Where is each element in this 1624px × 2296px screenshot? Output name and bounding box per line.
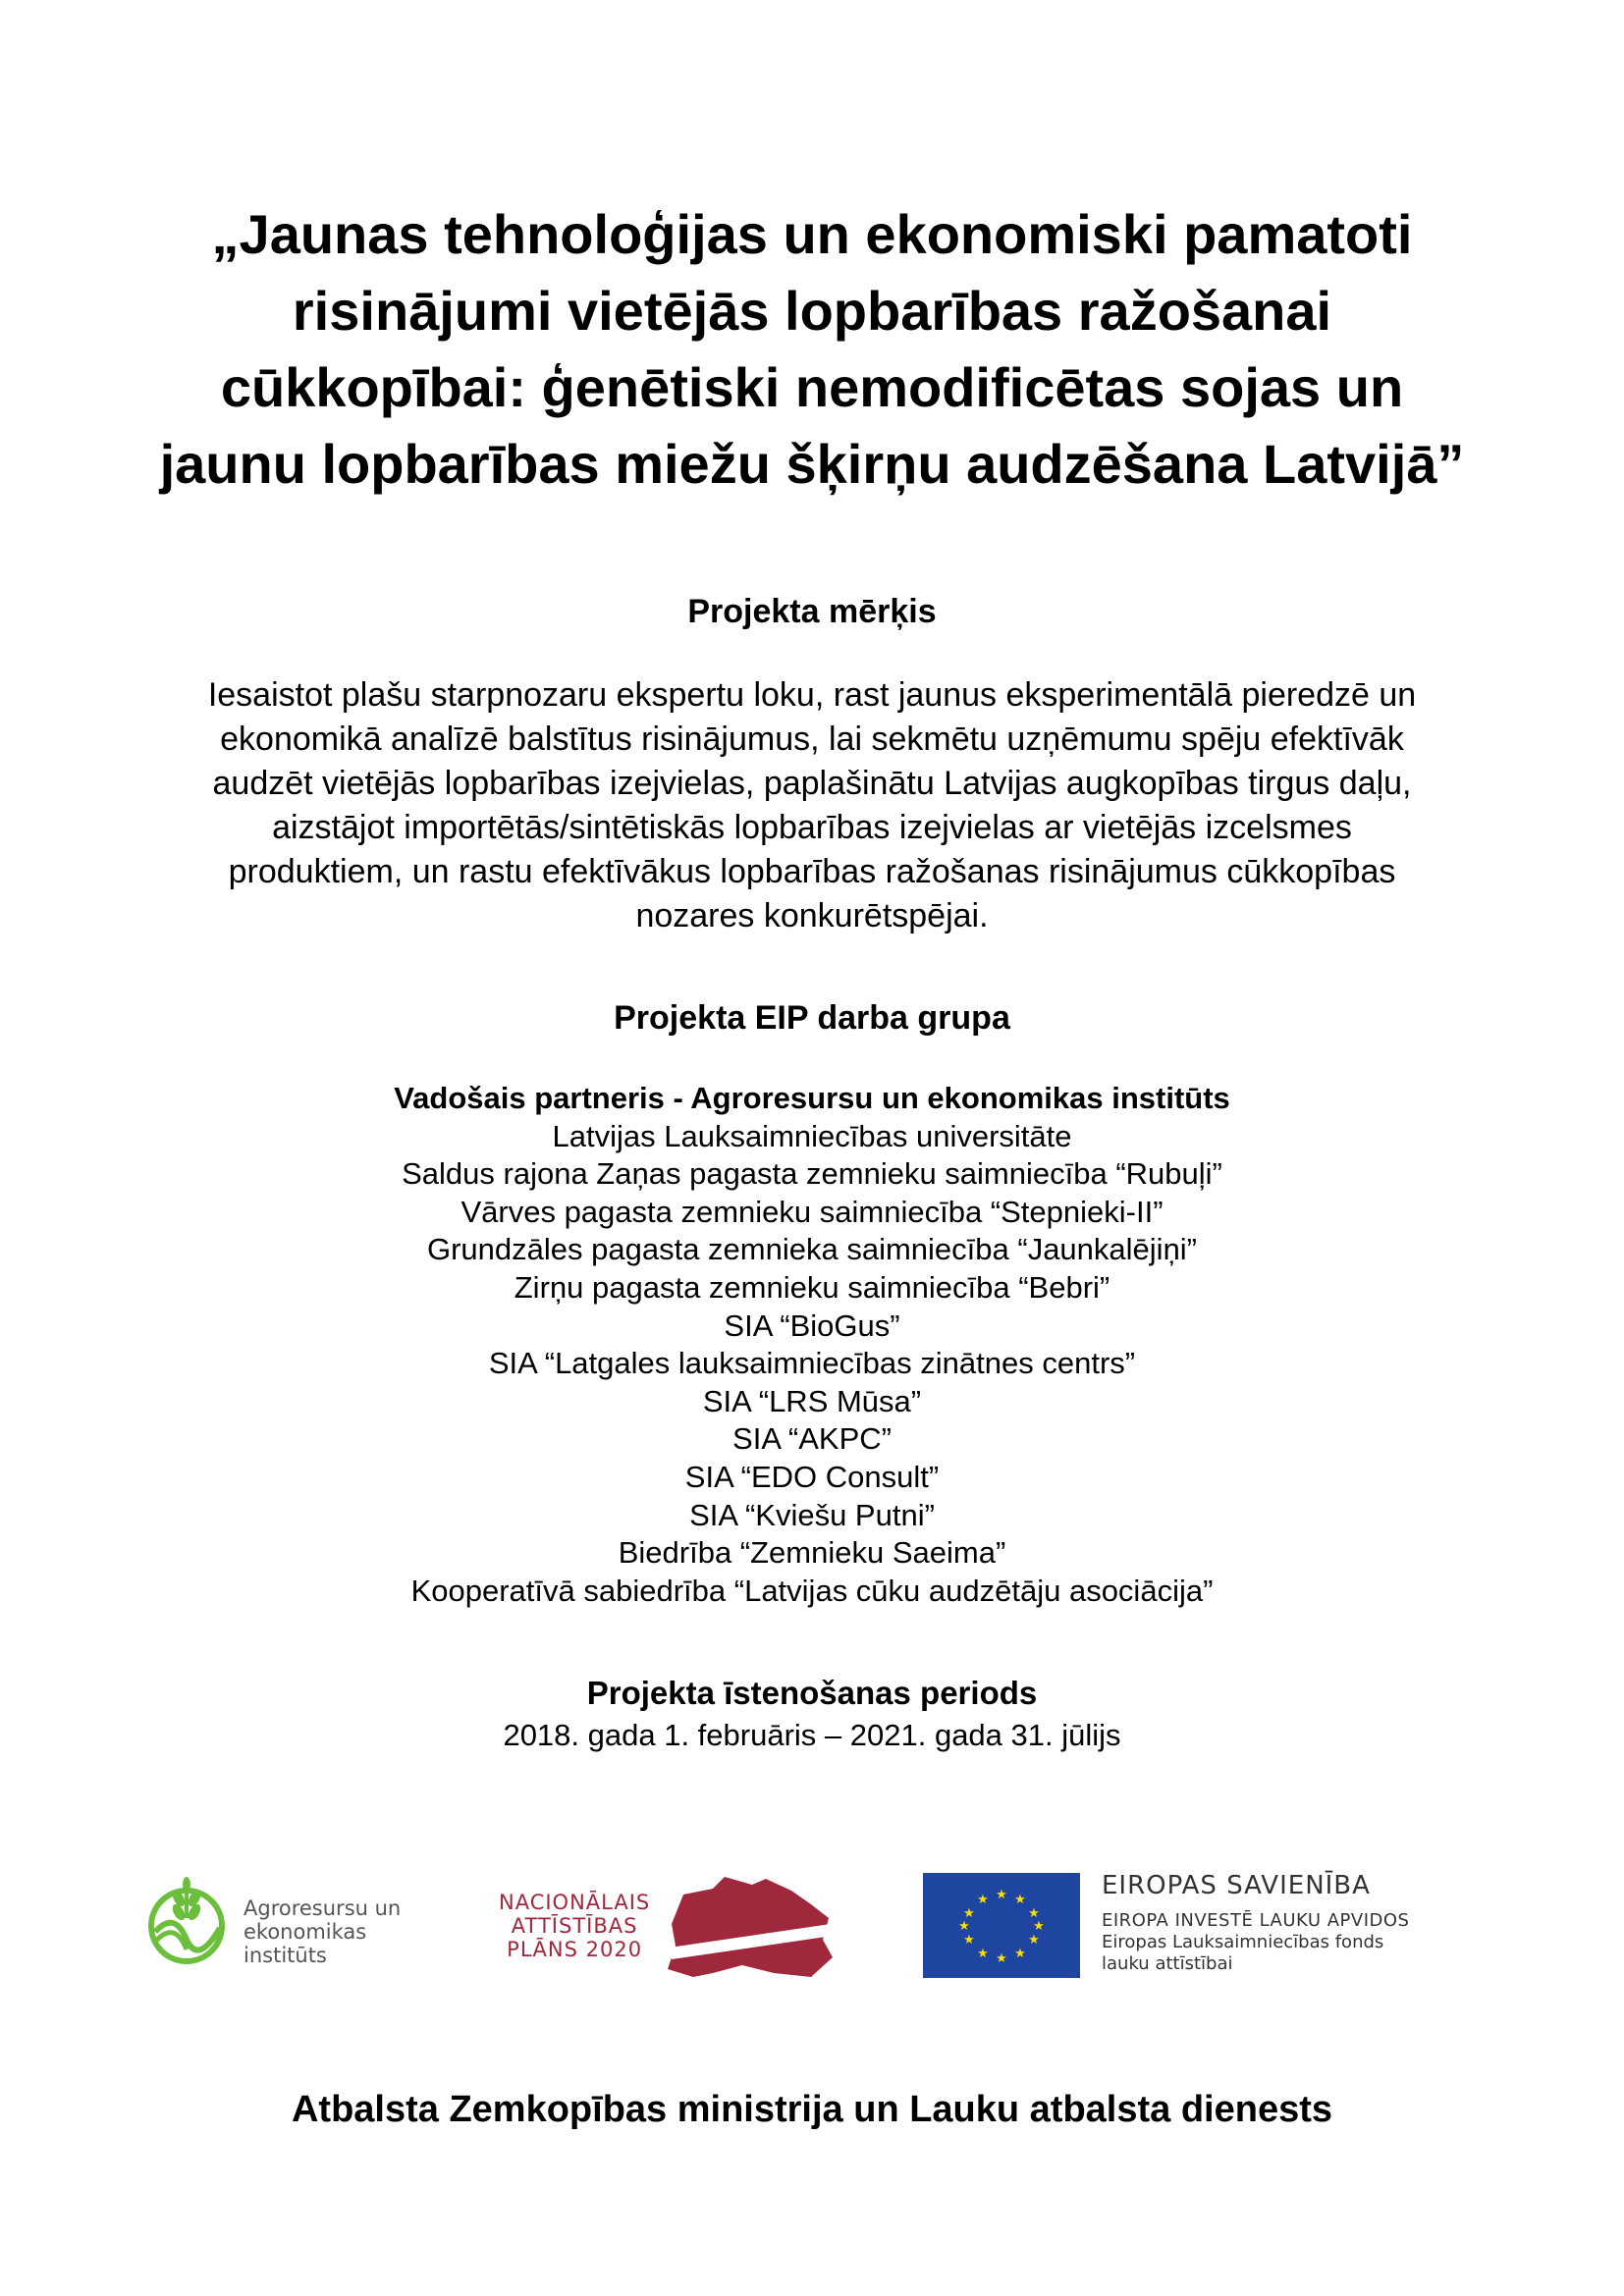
goal-line: ekonomikā analīzē balstītus risinājumus, lai sekmētu uzņēmumu spēju efektīvāk <box>220 721 1404 758</box>
logo-strip <box>0 1865 1624 1993</box>
partner-item: Kooperatīvā sabiedrība “Latvijas cūku audzētāju asociācija” <box>410 1573 1214 1608</box>
partner-item: Vārves pagasta zemnieku saimniecība “Stepnieki-II” <box>460 1194 1164 1229</box>
partner-item: Zirņu pagasta zemnieku saimniecība “Bebri” <box>514 1269 1110 1305</box>
goal-heading: Projekta mērķis <box>687 593 937 630</box>
goal-line: produktiem, un rastu efektīvākus lopbarības ražošanas risinājumus cūkkopības <box>228 853 1396 890</box>
nap2020-logo <box>499 1865 833 1993</box>
goal-line: nozares konkurētspējai. <box>635 897 989 934</box>
eu-flag-icon <box>923 1873 1080 1978</box>
partner-item: Biedrība “Zemnieku Saeima” <box>618 1535 1006 1571</box>
svg-text:★: ★ <box>1033 1919 1045 1934</box>
title-line: cūkkopībai: ģenētiski nemodificētas sojas un <box>220 356 1404 418</box>
partner-item: SIA “Latgales lauksaimniecības zinātnes centrs” <box>488 1346 1136 1381</box>
partner-item: SIA “AKPC” <box>732 1421 892 1457</box>
goal-line: Iesaistot plašu starpnozaru ekspertu loku, rast jaunus eksperimentālā pieredzē un <box>207 676 1417 714</box>
partner-item: SIA “EDO Consult” <box>684 1459 940 1494</box>
partner-item: Grundzāles pagasta zemnieka saimniecība “Jaunkalējiņi” <box>426 1232 1198 1267</box>
title-line: risinājumi vietējās lopbarības ražošanai <box>292 280 1332 342</box>
svg-text:★: ★ <box>963 1906 975 1921</box>
goal-text <box>0 673 1624 938</box>
title-line: „Jaunas tehnoloģijas un ekonomiski pamatoti <box>211 203 1413 265</box>
are-logo-text: Agroresursu un ekonomikas institūts <box>244 1896 402 1967</box>
are-logo <box>145 1871 420 1979</box>
eu-logo <box>923 1865 1473 1993</box>
partner-item: SIA “Kviešu Putni” <box>689 1497 935 1532</box>
svg-text:★: ★ <box>1028 1906 1040 1921</box>
svg-text:★: ★ <box>1014 1893 1026 1907</box>
svg-text:★: ★ <box>996 1951 1007 1966</box>
svg-text:★: ★ <box>1014 1947 1026 1961</box>
nap2020-logo-text: NACIONĀLAIS ATTĪSTĪBAS PLĀNS 2020 <box>499 1891 651 1961</box>
period-heading: Projekta īstenošanas periods <box>586 1675 1038 1711</box>
are-leaf-icon <box>145 1871 234 1969</box>
period-dates: 2018. gada 1. februāris – 2021. gada 31. jūlijs <box>503 1718 1121 1752</box>
svg-text:★: ★ <box>977 1947 989 1961</box>
title-line: jaunu lopbarības miežu šķirņu audzēšana Latvijā” <box>159 433 1465 495</box>
partner-item: Latvijas Lauksaimniecības universitāte <box>552 1118 1072 1153</box>
svg-text:★: ★ <box>977 1893 989 1907</box>
svg-text:★: ★ <box>1028 1933 1040 1948</box>
latvia-map-icon <box>664 1875 836 1983</box>
svg-text:★: ★ <box>963 1933 975 1948</box>
svg-text:★: ★ <box>996 1888 1007 1902</box>
lead-partner: Vadošais partneris - Agroresursu un ekonomikas institūts <box>394 1081 1230 1115</box>
partner-item: Saldus rajona Zaņas pagasta zemnieku saimniecība “Rubuļi” <box>402 1156 1222 1192</box>
goal-line: audzēt vietējās lopbarības izejvielas, paplašinātu Latvijas augkopības tirgus daļu, <box>212 765 1412 802</box>
svg-text:★: ★ <box>958 1919 970 1934</box>
support-footer: Atbalsta Zemkopības ministrija un Lauku atbalsta dienests <box>291 2089 1333 2130</box>
partner-item: SIA “BioGus” <box>724 1308 900 1343</box>
group-heading: Projekta EIP darba grupa <box>614 999 1010 1037</box>
eu-logo-text: EIROPAS SAVIENĪBA EIROPA INVESTĒ LAUKU APVIDOS Eiropas Lauksaimniecības fonds lauku attīstībai <box>1102 1871 1410 1974</box>
partner-item: SIA “LRS Mūsa” <box>702 1383 922 1418</box>
partner-list <box>0 1080 1624 1610</box>
goal-line: aizstājot importētās/sintētiskās lopbarības izejvielas ar vietējās izcelsmes <box>272 809 1352 846</box>
document-title <box>0 196 1624 503</box>
